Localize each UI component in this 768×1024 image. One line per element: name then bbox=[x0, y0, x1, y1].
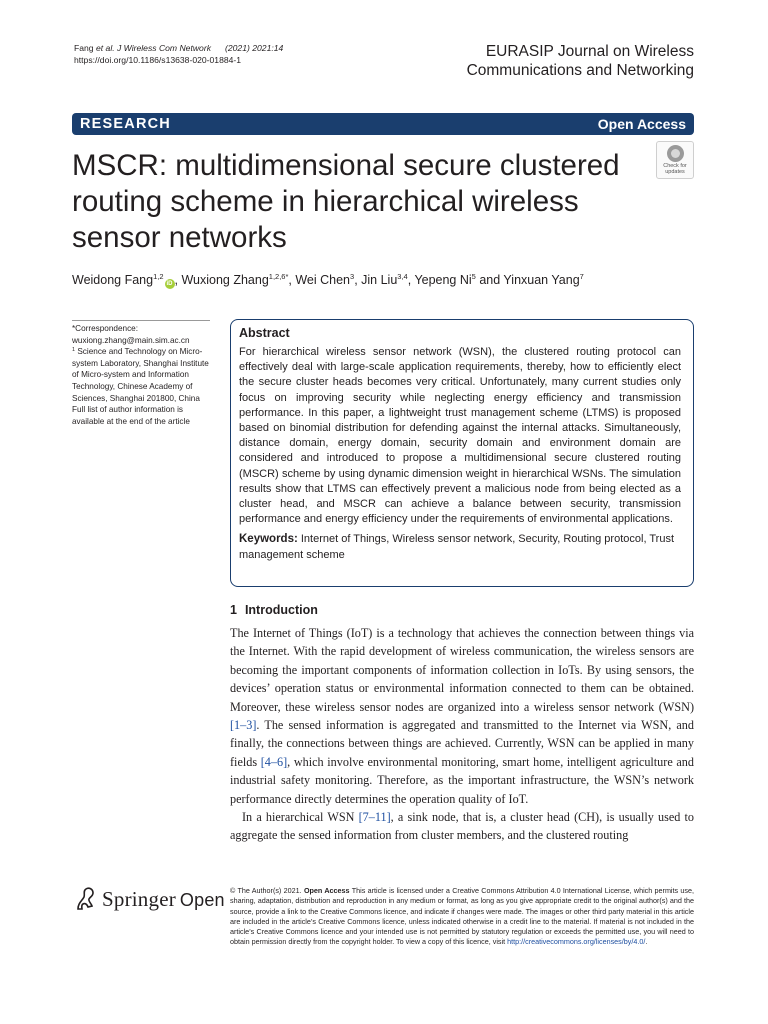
author-affiliation: 3,4 bbox=[397, 272, 408, 281]
check-for-updates-button[interactable] bbox=[656, 141, 694, 179]
citation-journal: et al. J Wireless Com Network bbox=[95, 43, 211, 53]
check-for-updates-label: Check for updates bbox=[663, 163, 687, 175]
springer-horse-icon bbox=[74, 885, 98, 913]
keywords bbox=[239, 532, 685, 562]
paragraph: The Internet of Things (IoT) is a technology that achieves the connection between things via the Internet. With the rapid development of wireless communication, the wireless sensors are becoming the important components of information collection in IoTs. By using sensors, the devices’ operation status or environmental information connected to them can be obtained. Moreover, these wireless sensor nodes are organized into a wireless sensor network (WSN) [1–3]. The sensed information is aggregated and transmitted to the Internet via WSN, and finally, the connections between things are achieved. Currently, WSN can be applied in many fields [4–6], which involve environmental monitoring, smart home, intelligent agriculture and industrial safety monitoring. Therefore, as the important infrastructure, the WSN’s network performance directly determines the operation quality of IoT. bbox=[230, 626, 694, 806]
author-list bbox=[72, 272, 692, 289]
open-access-label: Open Access bbox=[597, 116, 686, 132]
correspondence-label: *Correspondence: bbox=[72, 324, 138, 333]
author-name: , Yepeng Ni bbox=[407, 273, 472, 287]
citation-year: (2021) 2021:14 bbox=[225, 43, 284, 53]
open-access-bold: Open Access bbox=[303, 886, 350, 895]
citation-link[interactable]: [1–3] bbox=[230, 718, 257, 733]
citation-link[interactable]: [4–6] bbox=[260, 754, 288, 769]
article-type-label: RESEARCH bbox=[80, 116, 171, 132]
license-link[interactable]: http://creativecommons.org/licenses/by/4.0/ bbox=[507, 937, 646, 947]
author-name: , Wuxiong Zhang bbox=[174, 273, 269, 287]
article-title: MSCR: multidimensional secure clustered routing scheme in hierarchical wireless sensor networks bbox=[72, 149, 620, 254]
keywords-list: Internet of Things, Wireless sensor network, Security, Routing protocol, Trust management scheme bbox=[239, 533, 674, 561]
journal-name bbox=[467, 42, 694, 80]
doi-link[interactable]: https://doi.org/10.1186/s13638-020-01884-1 bbox=[74, 55, 242, 65]
section-heading bbox=[230, 603, 318, 617]
affiliation: $^1$ Science and Technology on Micro-system Laboratory, Shanghai Institute of Micro-system and Information Technology, Chinese Academy of Sciences, Shanghai 201800, China bbox=[72, 347, 209, 403]
section-title: Introduction bbox=[244, 603, 318, 617]
author-name: and Yinxuan Yang bbox=[475, 273, 580, 287]
journal-name-line2: Communications and Networking bbox=[466, 62, 694, 79]
publisher-name: Springer Open bbox=[102, 886, 225, 911]
citation-line bbox=[74, 42, 283, 54]
author-affiliation: 5 bbox=[471, 272, 476, 281]
journal-name-line1: EURASIP Journal on Wireless bbox=[485, 43, 694, 60]
keywords-label: Keywords: bbox=[239, 533, 298, 546]
license-notice: © The Author(s) 2021. Open Access This article is licensed under a Creative Commons Attribution 4.0 International License, which permits use, sharing, adaptation, distribution and reproduction in any medium or format, as long as you give appropriate credit to the original author(s) and the source, provide a link to the Creative Commons licence, and indicate if changes were made. The images or other third party material in this article are included in the article’s Creative Commons licence, unless indicated otherwise in a credit line to the material. If material is not included in the article’s Creative Commons licence and your intended use is not permitted by statutory regulation or exceeds the permitted use, you will need to obtain permission directly from the copyright holder. To view a copy of this licence, visit http://creativecommons.org/licenses/by/4.0/. bbox=[230, 886, 695, 947]
author-name: , Wei Chen bbox=[288, 273, 351, 287]
abstract-box bbox=[230, 319, 694, 587]
citation-authors: Fang bbox=[74, 43, 96, 53]
article-type-banner bbox=[72, 113, 694, 135]
author-name: , Jin Liu bbox=[354, 273, 398, 287]
section-number: 1 bbox=[230, 603, 237, 617]
citation-link[interactable]: [7–11] bbox=[358, 810, 391, 825]
abstract-heading: Abstract bbox=[239, 326, 290, 340]
springer-open-logo bbox=[74, 885, 225, 913]
author-name: Weidong Fang bbox=[72, 273, 154, 287]
correspondence-email[interactable]: wuxiong.zhang@main.sim.ac.cn bbox=[72, 335, 190, 345]
orcid-icon[interactable]: iD bbox=[166, 281, 173, 287]
abstract-text: For hierarchical wireless sensor network (WSN), the clustered routing protocol can effectively deal with large-scale application requirements, thereby, how to efficiently elect the secure cluster heads becomes very critical. Unfortunately, many current studies only focus on improving security while neglecting energy efficiency and transmission performance. In this paper, a lightweight trust management scheme (LTMS) is proposed based on binomial distribution for defending against the internal attacks. Simultaneously, distance domain, energy domain, security domain and environment domain are considered and introduced to propose a multidimensional secure clustered routing (MSCR) scheme by using dynamic dimension weight in hierarchical WSNs. The simulation results show that LTMS can effectively prevent a malicious node from being elected as a cluster head, and MSCR can achieve a balance between security, transmission performance and energy efficiency under the requirements of environmental applications. bbox=[239, 346, 681, 526]
correspondence-sidebar bbox=[72, 320, 210, 427]
full-author-info-note: Full list of author information is available at the end of the article bbox=[72, 405, 190, 426]
paragraph: In a hierarchical WSN [7–11], a sink node, that is, a cluster head (CH), is usually used to aggregate the sensed information from cluster members, and the clustered routing bbox=[230, 810, 694, 843]
author-affiliation: 3 bbox=[350, 272, 355, 281]
author-affiliation: 1,2 bbox=[153, 272, 164, 281]
introduction-body bbox=[230, 624, 694, 845]
author-affiliation: 1,2,6* bbox=[268, 272, 289, 281]
citation-block bbox=[74, 42, 283, 66]
author-affiliation: 7 bbox=[579, 272, 584, 281]
check-for-updates-icon bbox=[667, 145, 684, 162]
